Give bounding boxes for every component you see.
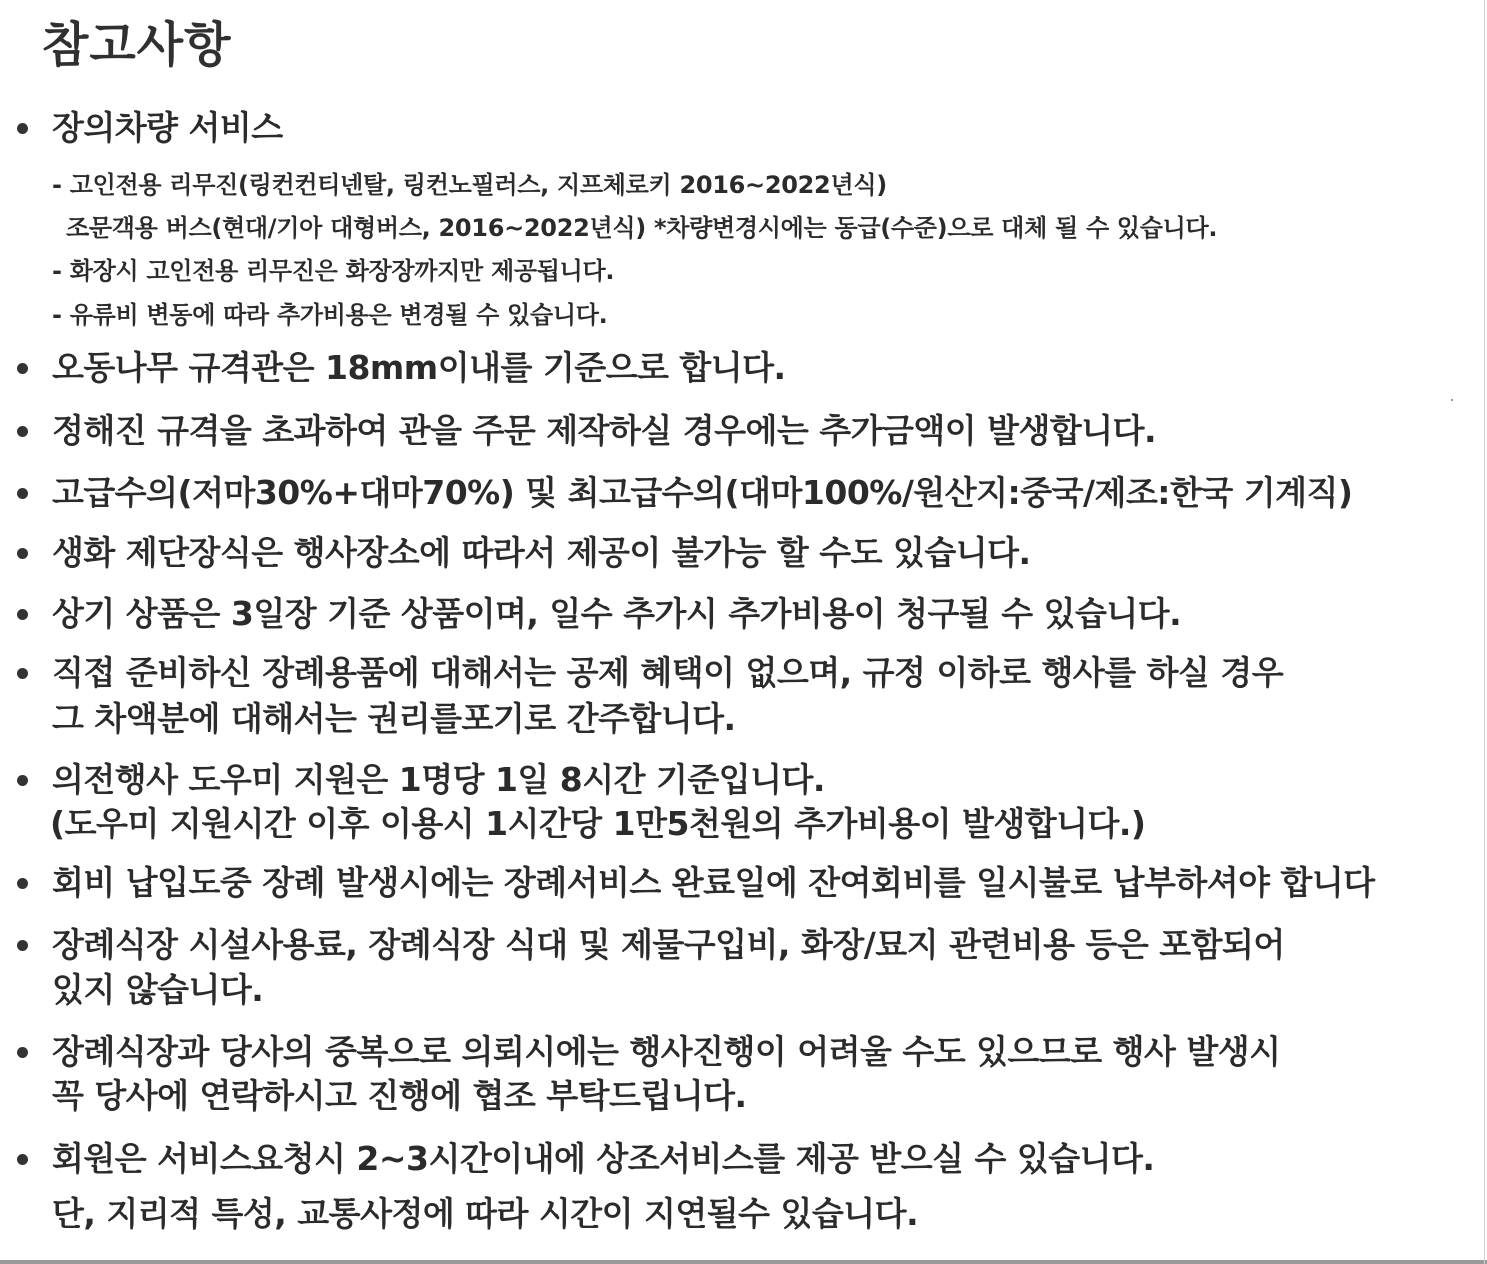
list-item-detail: - 고인전용 리무진(링컨컨티넨탈, 링컨노필러스, 지프체로키 2016~2022년식) [52, 171, 887, 199]
list-item: 장례식장과 당사의 중복으로 의뢰시에는 행사진행이 어려울 수도 있으므로 행사 발생시 [52, 1032, 1281, 1071]
scan-bottom-edge [0, 1260, 1487, 1264]
page-title: 참고사항 [42, 17, 232, 73]
bullet-icon [17, 488, 28, 499]
list-item: 직접 준비하신 장례용품에 대해서는 공제 혜택이 없으며, 규정 이하로 행사를 하실 경우 [52, 653, 1284, 692]
list-item-continuation: 꼭 당사에 연락하시고 진행에 협조 부탁드립니다. [52, 1076, 747, 1115]
list-item: 정해진 규격을 초과하여 관을 주문 제작하실 경우에는 추가금액이 발생합니다. [52, 411, 1157, 450]
scan-right-edge [1484, 0, 1485, 1264]
bullet-icon [17, 548, 28, 559]
list-item-continuation: 단, 지리적 특성, 교통사정에 따라 시간이 지연될수 있습니다. [52, 1194, 919, 1233]
list-item-detail: - 유류비 변동에 따라 추가비용은 변경될 수 있습니다. [52, 301, 608, 329]
list-item-detail: 조문객용 버스(현대/기아 대형버스, 2016~2022년식) *차량변경시에는 동급(수준)으로 대체 될 수 있습니다. [66, 214, 1218, 242]
list-item-continuation: (도우미 지원시간 이후 이용시 1시간당 1만5천원의 추가비용이 발생합니다.) [50, 804, 1146, 843]
bullet-icon [17, 426, 28, 437]
list-item: 의전행사 도우미 지원은 1명당 1일 8시간 기준입니다. [52, 760, 825, 799]
list-item-continuation: 그 차액분에 대해서는 권리를포기로 간주합니다. [52, 699, 736, 738]
bullet-icon [17, 1047, 28, 1058]
list-item-heading: 장의차량 서비스 [52, 108, 283, 147]
list-item: 생화 제단장식은 행사장소에 따라서 제공이 불가능 할 수도 있습니다. [52, 533, 1031, 572]
bullet-icon [17, 609, 28, 620]
list-item: 회비 납입도중 장례 발생시에는 장례서비스 완료일에 잔여회비를 일시불로 납부하셔야 합니다 [52, 863, 1375, 902]
bullet-icon [17, 668, 28, 679]
scan-speck [1451, 399, 1453, 401]
list-item-continuation: 있지 않습니다. [52, 970, 264, 1009]
bullet-icon [17, 878, 28, 889]
list-item: 상기 상품은 3일장 기준 상품이며, 일수 추가시 추가비용이 청구될 수 있습니다. [52, 594, 1182, 633]
bullet-icon [17, 775, 28, 786]
list-item: 오동나무 규격관은 18mm이내를 기준으로 합니다. [52, 348, 786, 387]
bullet-icon [17, 940, 28, 951]
list-item-detail: - 화장시 고인전용 리무진은 화장장까지만 제공됩니다. [52, 257, 615, 285]
list-item: 고급수의(저마30%+대마70%) 및 최고급수의(대마100%/원산지:중국/제조:한국 기계직) [52, 473, 1353, 512]
list-item: 회원은 서비스요청시 2~3시간이내에 상조서비스를 제공 받으실 수 있습니다. [52, 1139, 1155, 1178]
bullet-icon [17, 123, 28, 134]
bullet-icon [17, 363, 28, 374]
list-item: 장례식장 시설사용료, 장례식장 식대 및 제물구입비, 화장/묘지 관련비용 등은 포함되어 [52, 925, 1285, 964]
bullet-icon [17, 1154, 28, 1165]
